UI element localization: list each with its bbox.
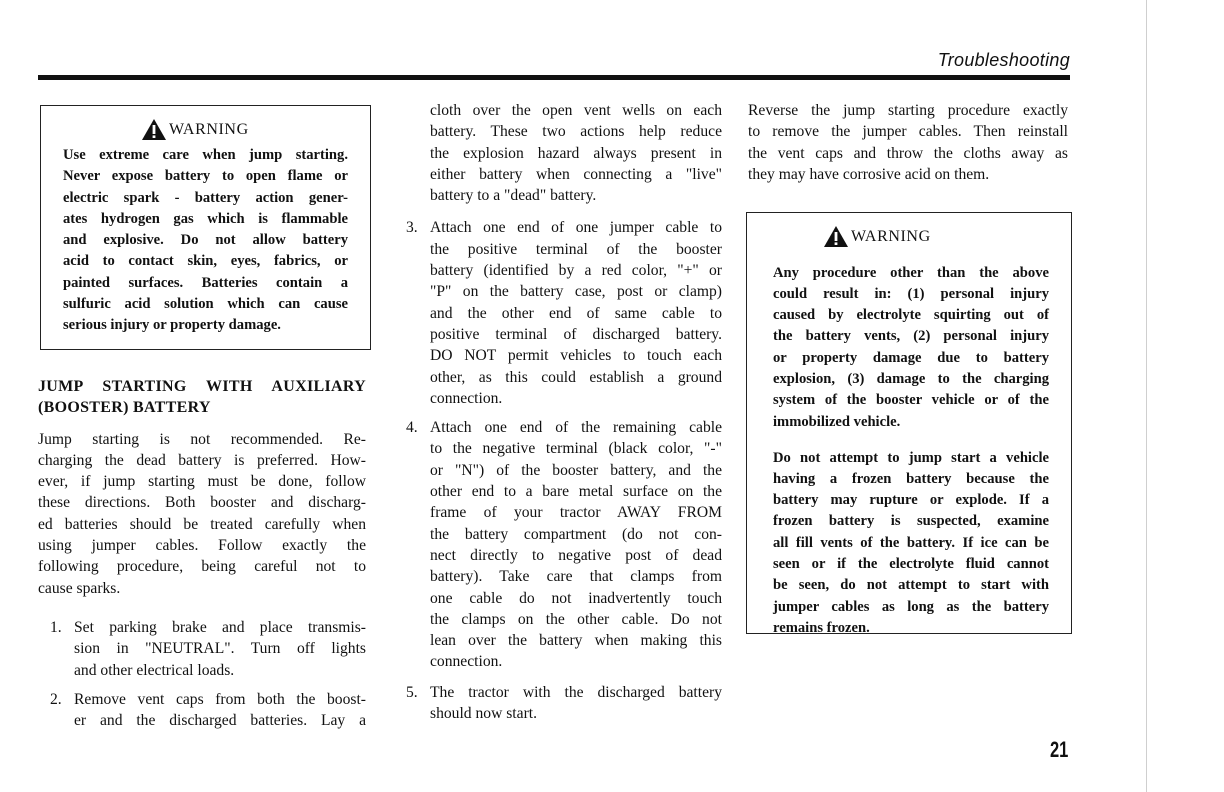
paragraph-line: using jumper cables. Follow exactly the xyxy=(38,537,366,555)
warning-line: immobilized vehicle. xyxy=(773,413,901,430)
page-margin-line xyxy=(1146,0,1147,792)
header-rule xyxy=(38,75,1070,80)
paragraph-line: to remove the jumper cables. Then reinstall xyxy=(748,123,1068,141)
step-line: and other electrical loads. xyxy=(74,661,235,679)
step-line: "P" on the battery case, post or clamp) xyxy=(430,283,722,301)
warning-line: or property damage due to battery xyxy=(773,349,1049,366)
step-line: sion in "NEUTRAL". Turn off lights xyxy=(74,640,366,658)
step-line: Attach one end of the remaining cable xyxy=(430,419,722,437)
step-line: Attach one end of one jumper cable to xyxy=(430,219,722,237)
warning-line: Never expose battery to open flame or xyxy=(63,168,348,185)
step-line: connection. xyxy=(430,389,503,407)
middle-column-text xyxy=(394,100,722,724)
warning-line: Any procedure other than the above xyxy=(773,264,1049,281)
step-number: 1. xyxy=(50,618,62,636)
step-line: to the negative terminal (black color, "-" xyxy=(430,440,722,458)
warning-paragraph-1 xyxy=(773,263,1049,433)
warning-line: frozen battery is suspected, examine xyxy=(773,513,1049,530)
step-2-continued xyxy=(394,100,722,206)
warning-line: system of the booster vehicle or of the xyxy=(773,392,1049,409)
page-number: 21 xyxy=(1050,737,1069,762)
step-line: should now start. xyxy=(430,705,537,723)
left-column-text xyxy=(38,376,366,731)
paragraph-line: following procedure, being careful not to xyxy=(38,558,366,576)
step-line: one cable do not inadvertently touch xyxy=(430,589,722,607)
warning-line: be seen, do not attempt to start with xyxy=(773,577,1049,594)
step-line: DO NOT permit vehicles to touch each xyxy=(430,347,722,365)
warning-line: the battery vents, (2) personal injury xyxy=(773,328,1049,345)
step-line: cloth over the open vent wells on each xyxy=(430,102,722,119)
step-2 xyxy=(38,689,366,732)
warning-label: WARNING xyxy=(851,227,931,245)
step-4 xyxy=(394,417,722,673)
step-line: the positive terminal of the booster xyxy=(430,240,722,258)
warning-text xyxy=(773,263,1049,640)
warning-line: battery may rupture or explode. If a xyxy=(773,492,1049,509)
warning-line: all fill vents of the battery. If ice can be xyxy=(773,534,1049,551)
warning-heading xyxy=(141,118,348,141)
warning-line: seen or if the electrolyte fluid cannot xyxy=(773,556,1049,573)
intro-paragraph xyxy=(38,429,366,599)
warning-text xyxy=(63,145,348,337)
step-line: other end to a bare metal surface on the xyxy=(430,483,722,501)
section-title-line: JUMP STARTING WITH AUXILIARY xyxy=(38,378,366,395)
step-line: battery (identified by a red color, "+" or xyxy=(430,262,722,280)
step-line: either battery when connecting a "live" xyxy=(430,165,722,183)
warning-line: Use extreme care when jump starting. xyxy=(63,147,348,163)
warning-line: ates hydrogen gas which is flammable xyxy=(63,210,348,227)
paragraph-line: ed batteries should be treated carefully when xyxy=(38,515,366,533)
paragraph-line: the vent caps and throw the cloths away as xyxy=(748,144,1068,162)
step-line: the clamps on the other cable. Do not xyxy=(430,610,722,628)
step-line: positive terminal of discharged battery. xyxy=(430,325,722,343)
paragraph-line: they may have corrosive acid on them. xyxy=(748,165,990,183)
warning-line: could result in: (1) personal injury xyxy=(773,285,1049,302)
step-5 xyxy=(394,682,722,725)
warning-line: sulfuric acid solution which can cause xyxy=(63,296,348,313)
step-1 xyxy=(38,617,366,681)
warning-line: caused by electrolyte squirting out of xyxy=(773,307,1049,324)
right-column-text xyxy=(748,100,1068,185)
warning-line: serious injury or property damage. xyxy=(63,317,281,334)
warning-box-procedure xyxy=(746,212,1072,634)
warning-line: remains frozen. xyxy=(773,619,870,636)
warning-line: having a frozen battery because the xyxy=(773,470,1049,487)
warning-box-battery xyxy=(40,105,371,350)
paragraph-line: these directions. Both booster and discharg- xyxy=(38,494,366,512)
step-line: The tractor with the discharged battery xyxy=(430,683,722,701)
step-line: er and the discharged batteries. Lay a xyxy=(74,712,366,730)
warning-line: jumper cables as long as the battery xyxy=(773,598,1049,615)
running-header: Troubleshooting xyxy=(937,50,1070,70)
warning-line: explosion, (3) damage to the charging xyxy=(773,371,1049,388)
warning-line: painted surfaces. Batteries contain a xyxy=(63,274,348,291)
step-line: connection. xyxy=(430,653,503,671)
warning-line: and explosive. Do not allow battery xyxy=(63,232,348,249)
step-line: lean over the battery when making this xyxy=(430,632,722,650)
warning-label: WARNING xyxy=(169,120,249,138)
step-line: other, as this could establish a ground xyxy=(430,368,722,386)
step-line: the explosion hazard always present in xyxy=(430,144,722,162)
step-line: frame of your tractor AWAY FROM xyxy=(430,504,722,522)
step-line: Set parking brake and place transmis- xyxy=(74,618,366,636)
warning-triangle-icon xyxy=(823,225,849,248)
paragraph-line: cause sparks. xyxy=(38,579,121,597)
reverse-procedure-paragraph xyxy=(748,100,1068,185)
step-line: the battery compartment (do not con- xyxy=(430,525,722,543)
warning-line: electric spark - battery action gener- xyxy=(63,189,348,206)
step-line: battery. These two actions help reduce xyxy=(430,123,722,141)
section-title xyxy=(38,376,366,419)
warning-heading xyxy=(823,225,1049,248)
step-line: or "N") of the booster battery, and the xyxy=(430,461,722,479)
step-line: Remove vent caps from both the boost- xyxy=(74,690,366,708)
step-number: 4. xyxy=(406,419,418,437)
step-number: 3. xyxy=(406,219,418,237)
section-title-line: (BOOSTER) BATTERY xyxy=(38,399,211,417)
paragraph-line: ever, if jump starting must be done, follow xyxy=(38,473,366,491)
step-number: 2. xyxy=(50,690,62,708)
step-line: and the other end of same cable to xyxy=(430,304,722,322)
step-line: battery). Take care that clamps from xyxy=(430,568,722,586)
paragraph-line: charging the dead battery is preferred. How- xyxy=(38,451,366,469)
step-line: battery to a "dead" battery. xyxy=(430,187,597,205)
paragraph-line: Reverse the jump starting procedure exactly xyxy=(748,102,1068,119)
warning-triangle-icon xyxy=(141,118,167,141)
step-number: 5. xyxy=(406,683,418,701)
warning-line: acid to contact skin, eyes, fabrics, or xyxy=(63,253,348,270)
warning-line: Do not attempt to jump start a vehicle xyxy=(773,449,1049,466)
step-3 xyxy=(394,217,722,409)
paragraph-line: Jump starting is not recommended. Re- xyxy=(38,430,366,448)
warning-paragraph-2 xyxy=(773,448,1049,640)
step-line: nect directly to negative post of dead xyxy=(430,546,722,564)
